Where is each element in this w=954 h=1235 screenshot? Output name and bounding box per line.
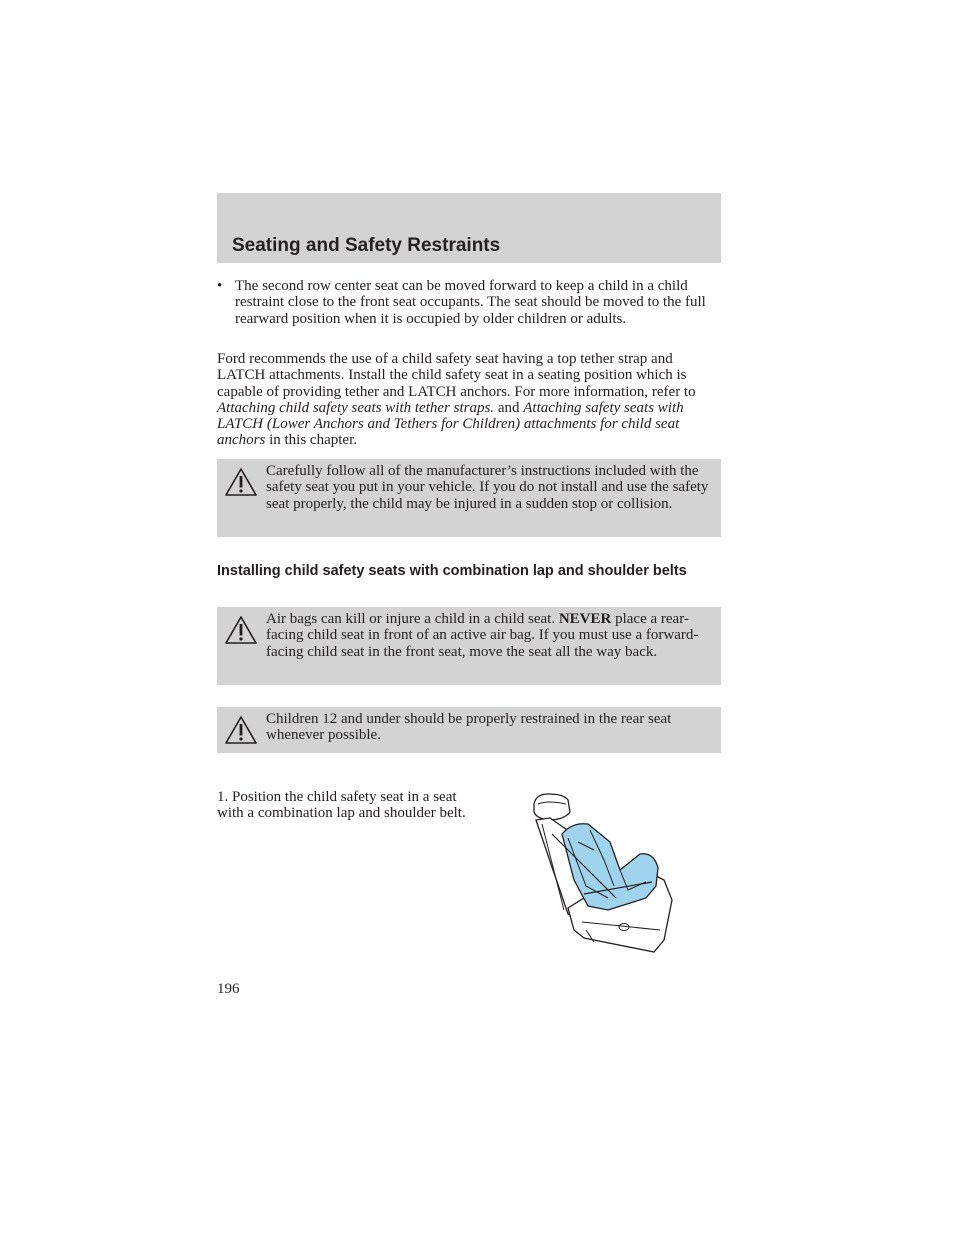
tether-straps-reference: Attaching child safety seats with tether straps. (217, 399, 495, 416)
warning-text-pre: Air bags can kill or injure a child in a child seat. (266, 611, 559, 627)
warning-box-rear-seat (217, 707, 721, 753)
step-1-text: 1. Position the child safety seat in a seat with a combination lap and shoulder belt. (217, 789, 466, 822)
bullet-text: The second row center seat can be moved forward to keep a child in a child restraint close to the front seat occupants. The seat should be moved to the full rearward position when it is occupied by older children or adults. (235, 278, 706, 327)
paragraph-text-1: Ford recommends the use of a child safety seat having a top tether strap and LATCH attachments. Install the child safety seat in a seating position which is capable of providing tether and LATCH anchors. For more information, refer to (217, 351, 696, 400)
bullet-symbol: • (217, 278, 223, 294)
bullet-item (217, 278, 723, 327)
warning-triangle-icon (224, 615, 258, 645)
paragraph-text-2: and (494, 399, 524, 416)
warning-emphasis: NEVER (558, 611, 612, 627)
section-title: Seating and Safety Restraints (232, 235, 501, 256)
page-number: 196 (217, 981, 240, 997)
warning-text: Children 12 and under should be properly restrained in the rear seat whenever possible. (266, 711, 672, 744)
section-header (217, 193, 721, 263)
warning-triangle-icon (224, 715, 258, 745)
recommendation-paragraph (217, 351, 723, 449)
warning-box-instructions (217, 459, 721, 537)
latch-reference: Attaching safety seats with LATCH (Lower Anchors and Tethers for Children) attachments for child seat anchors (217, 399, 684, 449)
warning-text: Carefully follow all of the manufacturer’s instructions included with the safety seat you put in your vehicle. If you do not install and use the safety seat properly, the child may be injured in a sudden stop or collision. (266, 463, 709, 512)
warning-box-airbag (217, 607, 721, 685)
paragraph-text-3: in this chapter. (265, 432, 357, 449)
subheading: Installing child safety seats with combination lap and shoulder belts (217, 563, 687, 579)
warning-text-post: place a rear-facing child seat in front of an active air bag. If you must use a forward-facing child seat in the front seat, move the seat all the way back. (266, 611, 699, 660)
child-seat-illustration (524, 790, 678, 956)
warning-triangle-icon (224, 467, 258, 497)
